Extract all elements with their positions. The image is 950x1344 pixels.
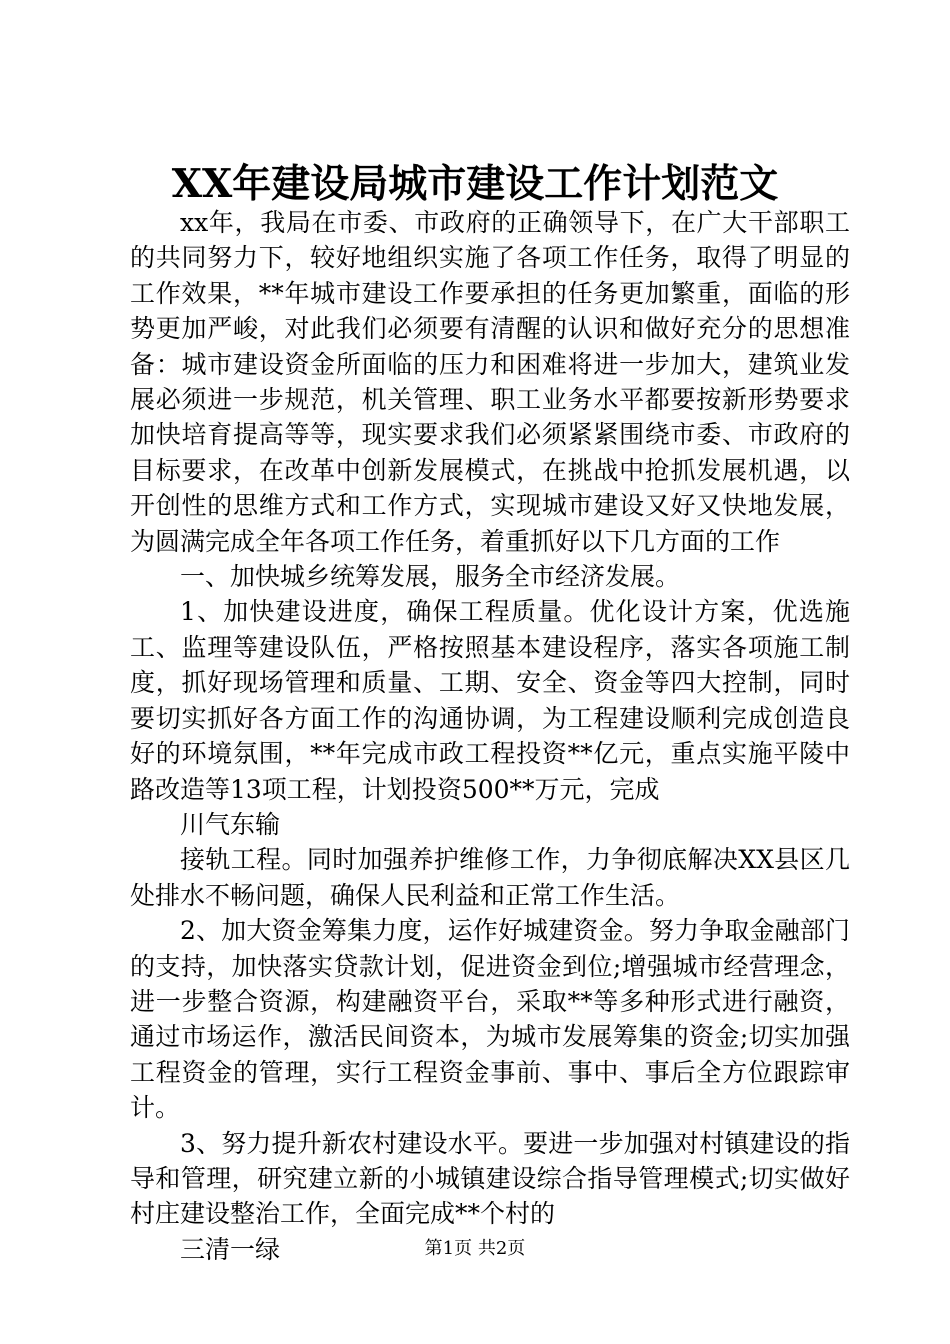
- paragraph-item-3: 3、努力提升新农村建设水平。要进一步加强对村镇建设的指导和管理，研究建立新的小城镇建设综合指导管理模式;切实做好村庄建设整治工作，全面完成**个村的: [130, 1128, 850, 1229]
- paragraph-item-1: 1、加快建设进度，确保工程质量。优化设计方案，优选施工、监理等建设队伍，严格按照基本建设程序，落实各项施工制度，抓好现场管理和质量、工期、安全、资金等四大控制，同时要切实抓好各方面工作的沟通协调，为工程建设顺利完成创造良好的环境氛围，**年完成市政工程投资**亿元，重点实施平陵中路改造等13项工程，计划投资500**万元，完成: [130, 597, 850, 804]
- paragraph-fragment-2: 三清一绿: [180, 1234, 281, 1264]
- paragraph-intro: xx年，我局在市委、市政府的正确领导下，在广大干部职工的共同努力下，较好地组织实施了各项工作任务，取得了明显的工作效果，**年城市建设工作要承担的任务更加繁重，面临的形势更加严峻，对此我们必须要有清醒的认识和做好充分的思想准备：城市建设资金所面临的压力和困难将进一步加大，建筑业发展必须进一步规范，机关管理、职工业务水平都要按新形势要求加快培育提高等等，现实要求我们必须紧紧围绕市委、市政府的目标要求，在改革中创新发展模式，在挑战中抢抓发展机遇，以开创性的思维方式和工作方式，实现城市建设又好又快地发展，为圆满完成全年各项工作任务，着重抓好以下几方面的工作: [130, 208, 850, 556]
- paragraph-item-1-continued: 接轨工程。同时加强养护维修工作，力争彻底解决XX县区几处排水不畅问题，确保人民利益和正常工作生活。: [130, 845, 850, 910]
- page-footer: 第1页 共2页: [424, 1238, 526, 1259]
- page-title: XX年建设局城市建设工作计划范文: [171, 161, 779, 207]
- paragraph-item-2: 2、加大资金筹集力度，运作好城建资金。努力争取金融部门的支持，加快落实贷款计划，促进资金到位;增强城市经营理念，进一步整合资源，构建融资平台，采取**等多种形式进行融资，通过市场运作，激活民间资本，为城市发展筹集的资金;切实加强工程资金的管理，实行工程资金事前、事中、事后全方位跟踪审计。: [130, 916, 850, 1123]
- document-body: [130, 205, 850, 1267]
- paragraph-fragment-1: 川气东输: [180, 809, 281, 839]
- paragraph-section-1-heading: 一、加快城乡统筹发展，服务全市经济发展。: [180, 562, 681, 592]
